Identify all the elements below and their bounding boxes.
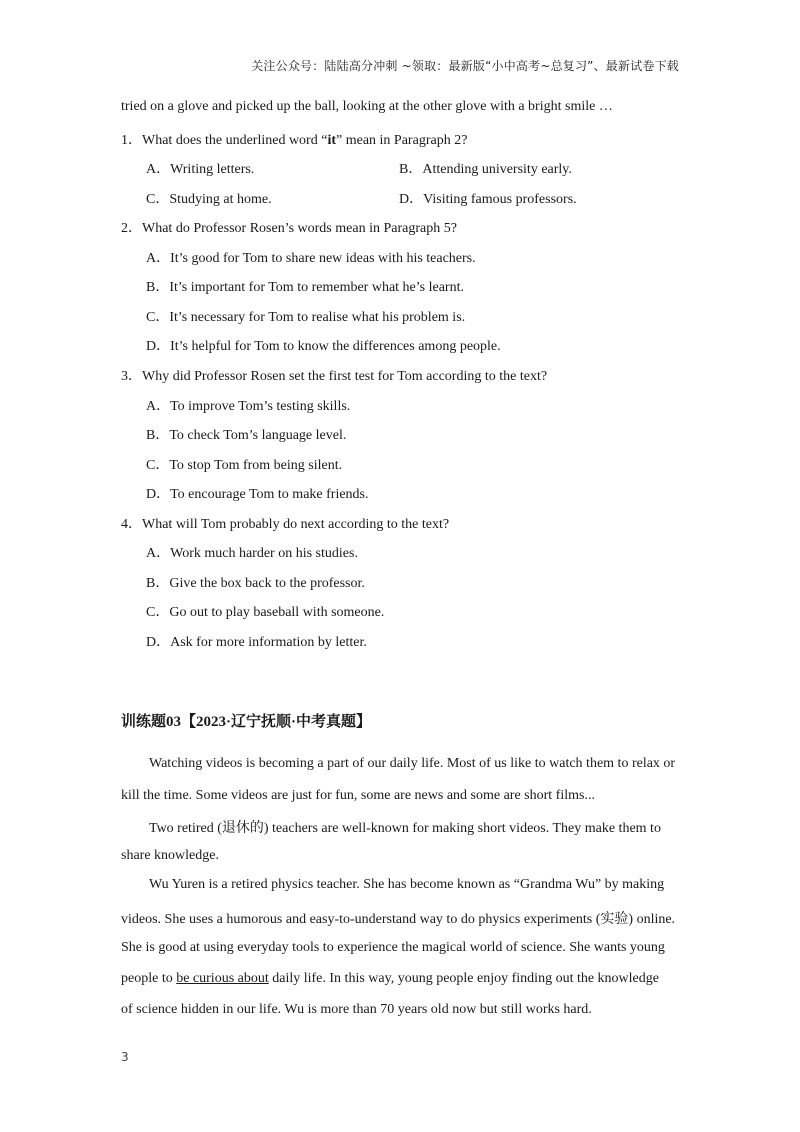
section-title: 训练题03【2023·辽宁抚顺·中考真题】 bbox=[121, 714, 372, 730]
intro-line: tried on a glove and picked up the ball, looking at the other glove with a bright smile … bbox=[121, 99, 613, 114]
underlined-phrase: be curious about bbox=[176, 971, 269, 986]
passage-line-7: She is good at using everyday tools to experience the magical world of science. She wants young bbox=[121, 940, 665, 955]
passage-line-1: Watching videos is becoming a part of our daily life. Most of us like to watch them to relax or bbox=[149, 756, 676, 771]
passage-line-6: videos. She uses a humorous and easy-to-understand way to do physics experiments (实验) online. bbox=[121, 912, 676, 927]
passage-line-2: kill the time. Some videos are just for fun, some are news and some are short films... bbox=[121, 788, 595, 803]
question-4-option-b: B．Give the box back to the professor. bbox=[146, 576, 365, 591]
question-1-underlined-word: it bbox=[327, 133, 337, 148]
question-1-option-b: B．Attending university early. bbox=[399, 162, 572, 177]
question-1-option-d: D．Visiting famous professors. bbox=[399, 192, 577, 207]
question-1-stem bbox=[121, 129, 467, 149]
passage-line-9: of science hidden in our life. Wu is more than 70 years old now but still works hard. bbox=[121, 1002, 592, 1017]
question-2-stem: 2．What do Professor Rosen’s words mean in Paragraph 5? bbox=[121, 221, 457, 236]
question-3-stem: 3．Why did Professor Rosen set the first test for Tom according to the text? bbox=[121, 369, 548, 384]
question-1-stem-post: ” mean in Paragraph 2? bbox=[336, 133, 468, 148]
question-3-option-b: B．To check Tom’s language level. bbox=[146, 428, 347, 443]
page-header: 关注公众号：陆陆高分冲刺 ~领取：最新版“小中高考~总复习”、最新试卷下载 bbox=[251, 59, 679, 73]
question-3-option-c: C．To stop Tom from being silent. bbox=[146, 458, 343, 473]
question-2-option-b: B．It’s important for Tom to remember what he’s learnt. bbox=[146, 280, 464, 295]
passage-line-8-start: people to bbox=[121, 971, 177, 986]
question-2-option-a: A．It’s good for Tom to share new ideas with his teachers. bbox=[146, 251, 476, 266]
question-4-stem: 4．What will Tom probably do next according to the text? bbox=[121, 517, 450, 532]
passage-line-8-end: daily life. In this way, young people enjoy finding out the knowledge bbox=[268, 971, 659, 986]
question-3-option-a: A．To improve Tom’s testing skills. bbox=[146, 399, 351, 414]
question-4-option-d: D．Ask for more information by letter. bbox=[146, 635, 367, 650]
passage-line-8 bbox=[121, 971, 659, 987]
question-2-option-c: C．It’s necessary for Tom to realise what his problem is. bbox=[146, 310, 466, 325]
question-1-option-a: A．Writing letters. bbox=[146, 162, 255, 177]
question-1-option-c: C．Studying at home. bbox=[146, 192, 272, 207]
question-4-option-c: C．Go out to play baseball with someone. bbox=[146, 605, 385, 620]
question-1-stem-pre: 1．What does the underlined word “ bbox=[121, 133, 328, 148]
passage-line-4: share knowledge. bbox=[121, 848, 219, 863]
passage-line-3: Two retired (退休的) teachers are well-known for making short videos. They make them to bbox=[149, 821, 661, 836]
question-4-option-a: A．Work much harder on his studies. bbox=[146, 546, 358, 561]
page-number: 3 bbox=[121, 1050, 129, 1064]
question-3-option-d: D．To encourage Tom to make friends. bbox=[146, 487, 369, 502]
passage-line-5: Wu Yuren is a retired physics teacher. She has become known as “Grandma Wu” by making bbox=[149, 877, 665, 892]
question-2-option-d: D．It’s helpful for Tom to know the differences among people. bbox=[146, 339, 501, 354]
